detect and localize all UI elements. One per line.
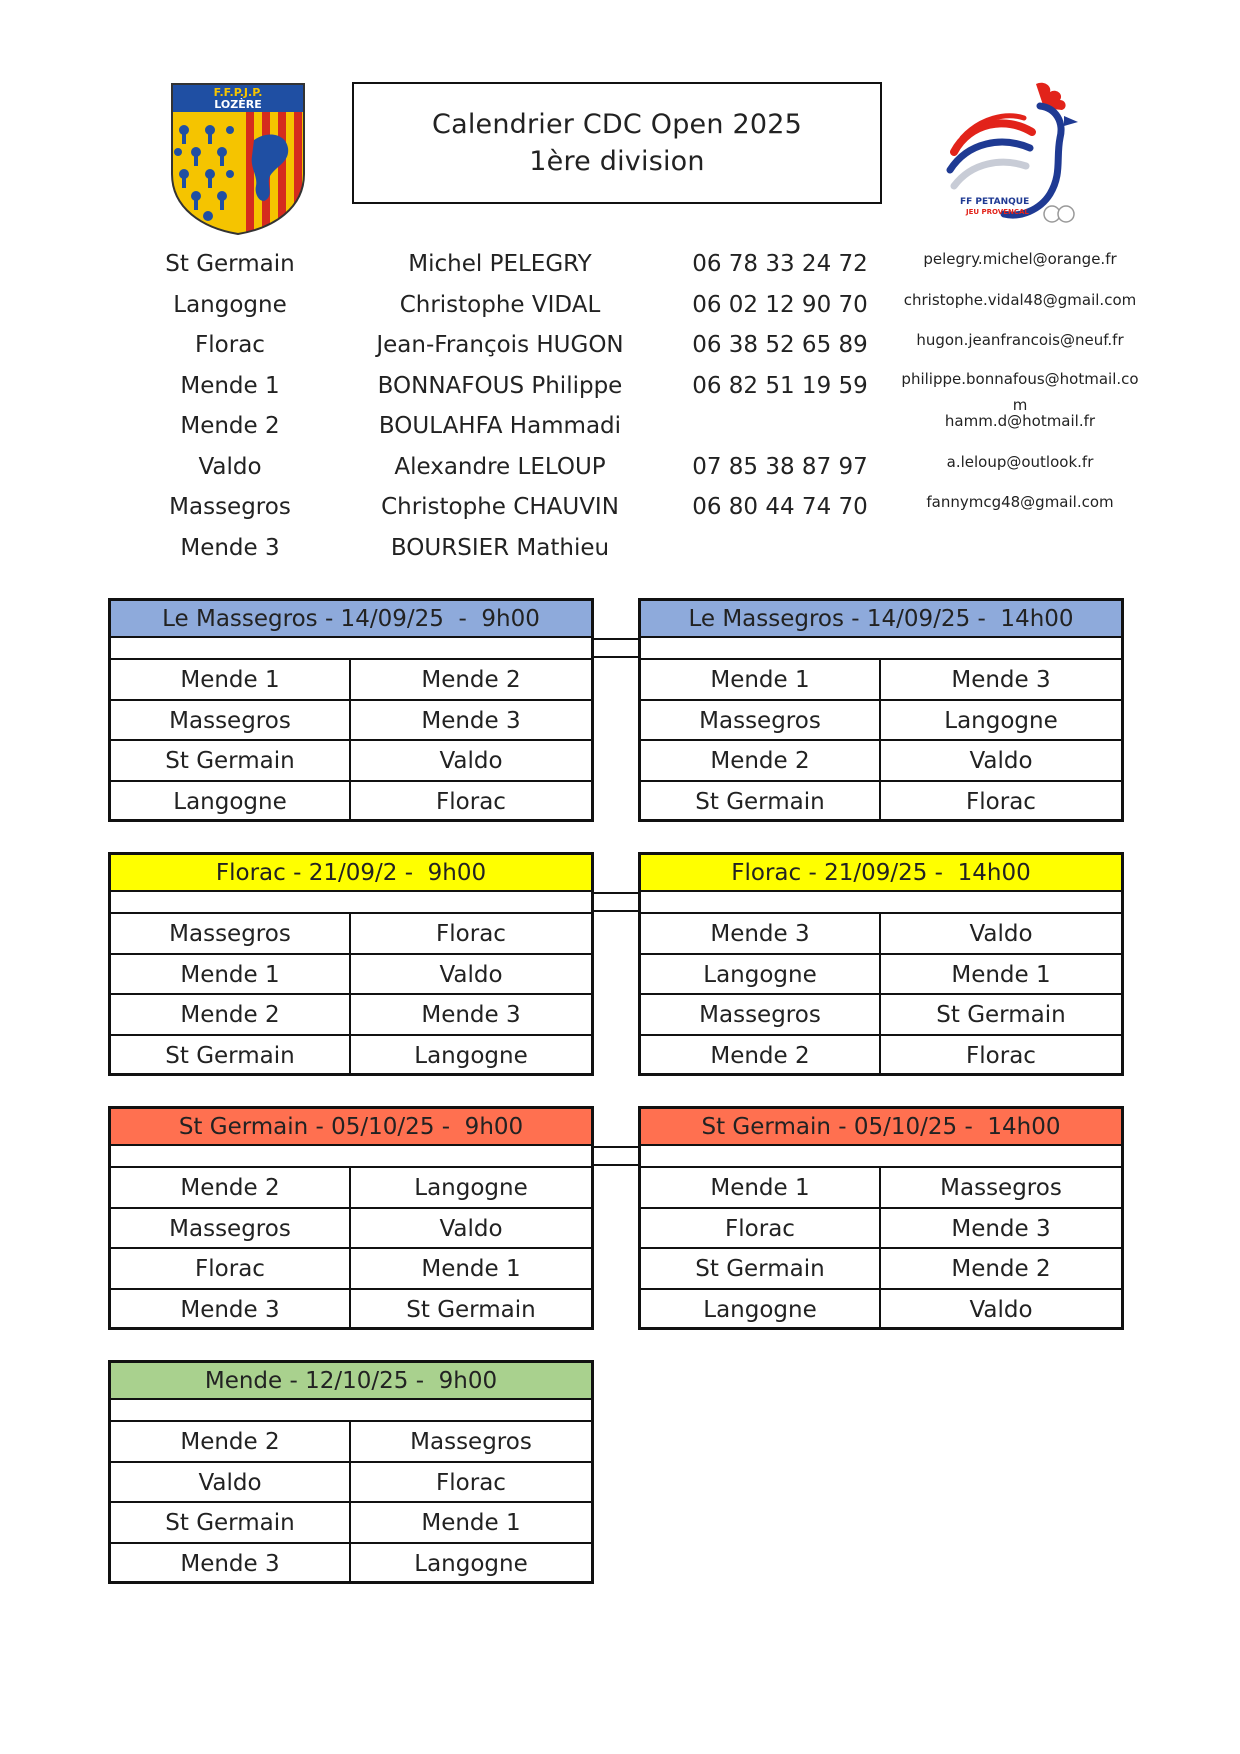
contact-email[interactable]: a.leloup@outlook.fr bbox=[946, 452, 1094, 471]
team-home: Massegros bbox=[111, 701, 351, 740]
match-row bbox=[111, 782, 591, 823]
team-home: Massegros bbox=[111, 1209, 351, 1248]
match-row bbox=[111, 741, 591, 782]
contact-club: Mende 3 bbox=[180, 534, 280, 561]
lozere-shield-logo bbox=[170, 82, 306, 236]
ff-petanque-rooster-logo bbox=[940, 78, 1090, 236]
contact-name: Jean-François HUGON bbox=[376, 332, 624, 358]
team-away: Mende 1 bbox=[951, 961, 1051, 988]
team-home: Mende 2 bbox=[111, 995, 351, 1034]
team-away: Florac bbox=[436, 1469, 506, 1496]
match-row bbox=[111, 955, 591, 996]
contact-phone: 06 82 51 19 59 bbox=[692, 372, 868, 399]
document-title-box bbox=[352, 82, 882, 204]
schedule-spacer bbox=[111, 638, 591, 660]
match-row bbox=[111, 914, 591, 955]
contact-name: Michel PELEGRY bbox=[408, 251, 592, 277]
contact-row bbox=[150, 368, 1150, 414]
contact-club: Mende 2 bbox=[180, 413, 280, 439]
team-home: Mende 1 bbox=[111, 660, 351, 699]
schedule-header: Florac - 21/09/2 - 9h00 bbox=[108, 852, 594, 892]
team-away: Florac bbox=[966, 788, 1036, 815]
block-connector bbox=[594, 638, 638, 658]
match-row bbox=[641, 955, 1121, 996]
contact-row bbox=[150, 449, 1150, 490]
match-row bbox=[641, 1290, 1121, 1331]
contact-phone: 06 02 12 90 70 bbox=[692, 291, 868, 318]
team-home: Mende 1 bbox=[641, 1168, 881, 1207]
schedule-spacer bbox=[641, 1146, 1121, 1168]
schedule-header: Mende - 12/10/25 - 9h00 bbox=[108, 1360, 594, 1400]
contact-row bbox=[150, 327, 1150, 368]
team-home: Massegros bbox=[111, 914, 351, 953]
svg-text:JEU PROVENCAL: JEU PROVENCAL bbox=[966, 208, 1029, 216]
document-subtitle: 1ère division bbox=[529, 146, 705, 177]
svg-text:F.F.P.J.P.: F.F.P.J.P. bbox=[213, 86, 263, 99]
match-row bbox=[641, 1036, 1121, 1077]
team-home: Mende 3 bbox=[111, 1544, 351, 1585]
team-away: Florac bbox=[436, 921, 506, 947]
team-away: St Germain bbox=[936, 1002, 1066, 1028]
contact-row bbox=[150, 287, 1150, 328]
contact-phone: 06 80 44 74 70 bbox=[692, 494, 868, 520]
schedule-spacer bbox=[111, 1146, 591, 1168]
match-row bbox=[111, 1544, 591, 1585]
schedule-spacer bbox=[641, 892, 1121, 914]
contact-email[interactable]: christophe.vidal48@gmail.com bbox=[903, 290, 1137, 309]
team-away: Mende 3 bbox=[421, 707, 521, 734]
team-home: Mende 1 bbox=[111, 955, 351, 994]
match-row bbox=[641, 741, 1121, 782]
block-connector bbox=[594, 1146, 638, 1166]
team-home: Mende 2 bbox=[111, 1168, 351, 1207]
schedule-header: St Germain - 05/10/25 - 9h00 bbox=[108, 1106, 594, 1146]
schedule-header: Le Massegros - 14/09/25 - 14h00 bbox=[638, 598, 1124, 638]
block-connector bbox=[594, 892, 638, 912]
schedule-header: Florac - 21/09/25 - 14h00 bbox=[638, 852, 1124, 892]
team-home: Mende 1 bbox=[641, 660, 881, 699]
team-away: Langogne bbox=[944, 707, 1058, 734]
match-row bbox=[111, 701, 591, 742]
contact-club: Langogne bbox=[173, 291, 287, 318]
contact-club: St Germain bbox=[165, 251, 295, 277]
team-home: Mende 3 bbox=[641, 914, 881, 953]
schedule-matches bbox=[108, 638, 594, 822]
team-away: Langogne bbox=[414, 1550, 528, 1577]
schedule-matches bbox=[108, 1400, 594, 1584]
team-away: Florac bbox=[436, 788, 506, 815]
match-row bbox=[641, 1249, 1121, 1290]
match-row bbox=[111, 1463, 591, 1504]
team-home: Mende 3 bbox=[111, 1290, 351, 1331]
contact-phone: 06 38 52 65 89 bbox=[692, 332, 868, 358]
schedule-matches bbox=[108, 892, 594, 1076]
schedule-spacer bbox=[641, 638, 1121, 660]
team-home: St Germain bbox=[641, 1249, 881, 1288]
team-home: Langogne bbox=[641, 1290, 881, 1331]
contact-email[interactable]: hamm.d@hotmail.fr bbox=[944, 412, 1096, 430]
schedule-matches bbox=[638, 892, 1124, 1076]
team-away: Valdo bbox=[969, 921, 1033, 947]
match-row bbox=[641, 995, 1121, 1036]
contact-phone: 06 78 33 24 72 bbox=[692, 251, 868, 277]
match-row bbox=[111, 1036, 591, 1077]
match-row bbox=[641, 1168, 1121, 1209]
team-away: Langogne bbox=[414, 1175, 528, 1201]
schedule-matches bbox=[108, 1146, 594, 1330]
schedule-header: St Germain - 05/10/25 - 14h00 bbox=[638, 1106, 1124, 1146]
match-row bbox=[111, 995, 591, 1036]
match-row bbox=[111, 1422, 591, 1463]
contact-name: Christophe VIDAL bbox=[399, 291, 601, 318]
contact-club: Massegros bbox=[169, 494, 291, 520]
contact-row bbox=[150, 489, 1150, 530]
team-away: St Germain bbox=[406, 1296, 536, 1323]
contact-name: Alexandre LELOUP bbox=[394, 453, 606, 480]
team-away: Valdo bbox=[439, 748, 503, 774]
team-away: Mende 3 bbox=[951, 1215, 1051, 1242]
document-title: Calendrier CDC Open 2025 bbox=[432, 109, 802, 140]
team-away: Florac bbox=[966, 1042, 1036, 1069]
contact-email[interactable]: philippe.bonnafous@hotmail.co bbox=[901, 369, 1139, 388]
team-home: St Germain bbox=[111, 1503, 351, 1542]
team-home: St Germain bbox=[111, 1036, 351, 1077]
team-away: Mende 2 bbox=[421, 667, 521, 693]
match-row bbox=[111, 1249, 591, 1290]
match-row bbox=[641, 701, 1121, 742]
team-home: St Germain bbox=[111, 741, 351, 780]
contact-name: BOURSIER Mathieu bbox=[390, 534, 610, 561]
team-away: Valdo bbox=[969, 1296, 1033, 1323]
team-away: Massegros bbox=[940, 1175, 1062, 1201]
team-away: Mende 3 bbox=[951, 667, 1051, 693]
match-row bbox=[641, 914, 1121, 955]
contacts-list bbox=[150, 246, 1150, 570]
svg-text:LOZÈRE: LOZÈRE bbox=[214, 98, 262, 111]
match-row bbox=[641, 1209, 1121, 1250]
contact-club: Valdo bbox=[198, 453, 262, 480]
contact-club: Mende 1 bbox=[180, 372, 280, 399]
team-home: Langogne bbox=[111, 782, 351, 823]
team-home: Mende 2 bbox=[111, 1422, 351, 1461]
match-row bbox=[111, 1503, 591, 1544]
match-row bbox=[111, 1290, 591, 1331]
contact-name: BOULAHFA Hammadi bbox=[378, 413, 622, 439]
team-away: Massegros bbox=[410, 1429, 532, 1455]
team-home: Mende 2 bbox=[641, 1036, 881, 1077]
contact-row bbox=[150, 530, 1150, 571]
team-home: Mende 2 bbox=[641, 741, 881, 780]
team-away: Langogne bbox=[414, 1042, 528, 1069]
schedule-header: Le Massegros - 14/09/25 - 9h00 bbox=[108, 598, 594, 638]
team-away: Mende 3 bbox=[421, 1002, 521, 1028]
match-row bbox=[641, 660, 1121, 701]
contact-email[interactable]: hugon.jeanfrancois@neuf.fr bbox=[916, 331, 1124, 349]
team-home: Massegros bbox=[641, 701, 881, 740]
team-home: Florac bbox=[111, 1249, 351, 1288]
contact-row bbox=[150, 408, 1150, 449]
match-row bbox=[111, 1209, 591, 1250]
team-home: Florac bbox=[641, 1209, 881, 1248]
contact-phone: 07 85 38 87 97 bbox=[692, 453, 868, 480]
team-away: Mende 2 bbox=[951, 1256, 1051, 1282]
schedule-matches bbox=[638, 638, 1124, 822]
contact-row bbox=[150, 246, 1150, 287]
schedule-matches bbox=[638, 1146, 1124, 1330]
match-row bbox=[111, 1168, 591, 1209]
match-row bbox=[111, 660, 591, 701]
contact-email-wrap[interactable]: m bbox=[1012, 395, 1028, 414]
svg-text:FF PETANQUE: FF PETANQUE bbox=[960, 197, 1030, 207]
team-away: Mende 1 bbox=[421, 1256, 521, 1282]
contact-name: Christophe CHAUVIN bbox=[381, 494, 619, 520]
team-home: Massegros bbox=[641, 995, 881, 1034]
schedule-spacer bbox=[111, 892, 591, 914]
team-away: Valdo bbox=[969, 748, 1033, 774]
schedule-spacer bbox=[111, 1400, 591, 1422]
team-home: Valdo bbox=[111, 1463, 351, 1502]
contact-email[interactable]: fannymcg48@gmail.com bbox=[926, 493, 1114, 511]
contact-name: BONNAFOUS Philippe bbox=[377, 372, 623, 399]
team-away: Mende 1 bbox=[421, 1510, 521, 1536]
team-home: St Germain bbox=[641, 782, 881, 823]
match-row bbox=[641, 782, 1121, 823]
team-home: Langogne bbox=[641, 955, 881, 994]
contact-email[interactable]: pelegry.michel@orange.fr bbox=[923, 250, 1117, 268]
contact-club: Florac bbox=[195, 332, 265, 358]
team-away: Valdo bbox=[439, 961, 503, 988]
team-away: Valdo bbox=[439, 1215, 503, 1242]
